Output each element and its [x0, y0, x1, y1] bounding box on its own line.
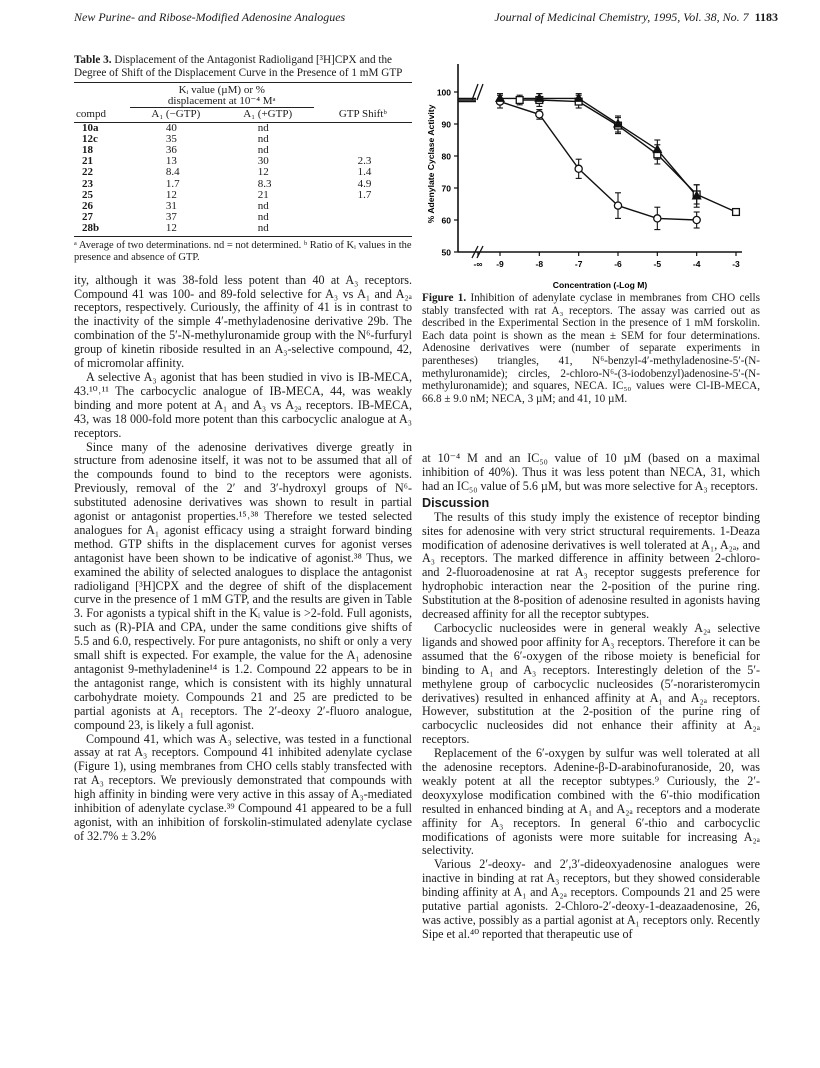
- table3-label: Table 3.: [74, 54, 112, 66]
- data-point-circle: [536, 111, 543, 118]
- paragraph: Compound 41, which was A₃ selective, was tested in a functional assay at rat A₃ receptors. Compound 41 inhibited adenylate cyclase (Figure 1), using membranes from CHO cells stably transfected with rat A₃ receptors. We previously demonstrated that compounds with high affinity in binding were very active in this assay of A₃-mediated inhibition of adenylate cyclase.³⁹ Compound 41 appeared to be a full agonist, with an inhibition of forskolin-stimulated adenylate cyclase of 32.7% ± 3.2%: [74, 731, 412, 843]
- cell-a1-minus: 1.7: [165, 177, 180, 190]
- figure1-caption: [422, 292, 760, 405]
- data-point-square: [516, 97, 523, 104]
- col-header-compd: compd: [74, 108, 130, 122]
- data-point-circle: [614, 202, 621, 209]
- cell-a1-minus: 31: [165, 200, 177, 213]
- cell-a1-minus: 12: [165, 188, 177, 201]
- cell-compd: 28b: [74, 223, 130, 236]
- left-column: [74, 54, 412, 844]
- table3-group-header-2: displacement at 10⁻⁴ Mᵃ: [130, 96, 314, 108]
- y-tick-label: 80: [441, 151, 451, 162]
- data-point-square: [733, 209, 740, 216]
- paragraph: Various 2′-deoxy- and 2′,3′-dideoxyadenosine analogues were inactive in binding at rat A₃ receptors, but they showed considerable binding affinity at A₁ and A₂ₐ receptors. Compounds 21 and 25 were putative partial agonists. 2-Chloro-2′-deoxy-1-deazaadenosine, 26, was active, possibly as a partial agonist at A₁ receptors only. Recently Sipe et al.⁴⁰ reported that therapeutic use of: [422, 857, 760, 941]
- cell-compd: 21: [82, 155, 93, 168]
- table3-caption: [74, 54, 412, 80]
- cell-compd: 27: [82, 211, 93, 224]
- table3-group-header-1: Kᵢ value (µM) or %: [178, 84, 265, 96]
- paragraph: A selective A₃ agonist that has been studied in vivo is IB-MECA, 43.¹⁰˒¹¹ The carbocyclic analogue of IB-MECA, 44, was weakly binding and more potent at A₁ and A₃ vs A₂ₐ receptors. IB-MECA, 43, was 18 000-fold more potent than this carbocyclic analogue at A₃ receptors.: [74, 369, 412, 440]
- col-header-a1-minus-gtp: A₁ (−GTP): [130, 108, 222, 122]
- paragraph: Carbocyclic nucleosides were in general weakly A₂ₐ selective ligands and showed poor affinity for A₃ receptors. Therefore it can be assumed that the 6′-oxygen of the ribose moiety is beneficial for binding to A₁ and A₃ receptors. Interestingly deletion of the 5′-methylene group of carbocyclic nucleosides (5′-noraristeromycin derivatives) resulted in enhanced affinity at A₁ and A₂ₐ receptors. However, substitution at the 2-position of the purine ring of carbocyclic nucleosides did not enhance their affinity at A₂ₐ receptors.: [422, 620, 760, 747]
- cell-shift: 2.3: [357, 155, 372, 168]
- figure1-caption-text: Inhibition of adenylate cyclase in membranes from CHO cells stably transfected with rat A₃ receptors. The assay was carried out as described in the Experimental Section in the presence of 1 mM forskolin. Each data point is shown as the mean ± SEM for four determinations. Adenosine derivatives were (number of separate experiments in parentheses) triangles, 41, N⁶-benzyl-4′-methyladenosine-5′-(N-methyluronamide); circles, 2-chloro-N⁶-(3-iodobenzyl)adenosine-5′-(N-methyluronamide); and squares, NECA. IC₅₀ values were Cl-IB-MECA, 66.8 ± 9.0 nM; NECA, 3 µM; and 41, 10 µM.: [422, 292, 760, 405]
- cell-compd: 12c: [82, 132, 98, 145]
- cell-a1-plus: 8.3: [257, 177, 272, 190]
- cell-a1-minus: 36: [165, 144, 177, 157]
- journal-citation: Journal of Medicinal Chemistry, 1995, Vol. 38, No. 7: [494, 10, 749, 24]
- cell-a1-minus: 37: [165, 211, 177, 224]
- table3-footnote: ᵃ Average of two determinations. nd = not determined. ᵇ Ratio of Kᵢ values in the presence and absence of GTP.: [74, 239, 412, 263]
- cell-a1-minus: 13: [165, 155, 177, 168]
- table-row: [74, 122, 412, 134]
- figure1-chart: [422, 56, 760, 292]
- series-line-square: [520, 100, 736, 212]
- cell-a1-plus: 21: [257, 188, 269, 201]
- cell-compd: 22: [82, 166, 93, 179]
- x-tick-label: -∞: [473, 259, 483, 269]
- cell-shift: [314, 212, 412, 223]
- cell-a1-minus: 8.4: [165, 166, 180, 179]
- table-row: [74, 167, 412, 178]
- data-point-triangle: [653, 145, 661, 153]
- cell-shift: 4.9: [357, 177, 372, 190]
- cell-a1-plus: 30: [257, 155, 269, 168]
- table-row: [74, 212, 412, 223]
- cell-a1-minus: 35: [165, 132, 177, 145]
- running-header-journal: [494, 10, 778, 25]
- cell-compd: 25: [82, 188, 93, 201]
- y-axis-title: % Adenylate Cyclase Activity: [426, 104, 436, 224]
- series-break: [472, 84, 483, 100]
- paragraph: Replacement of the 6′-oxygen by sulfur was well tolerated at all the adenosine receptors. Adenine-β-D-arabinofuranoside, 20, was weakly potent at all the receptor subtypes.⁹ Curiously, the 2′-deoxyxylose modification combined with the 6′-thio modification resulted in enhanced binding at A₁ and A₂ₐ receptors and a moderate affinity for A₃ receptors. In general 6′-thio and carbocyclic modifications of agonists were more suitable for increasing A₂ₐ selectivity.: [422, 746, 760, 858]
- y-tick-label: 90: [441, 119, 451, 130]
- paragraph: Since many of the adenosine derivatives diverge greatly in structure from adenosine itself, it was not to be assumed that all of the compounds found to bind to the receptors were agonists. Previously, removal of the 2′ and 3′-hydroxyl groups of N⁶-substituted adenosine derivatives was shown to result in partial agonist or antagonist properties.¹⁵˒³⁸ Therefore we tested selected analogues for A₁ agonist efficacy using a straight forward binding method. GTP shifts in the displacement curves for agonist verses antagonist have been shown to be indicative of agonist.³⁸ Thus, we examined the ability of selected analogues to displace the antagonist radioligand [³H]CPX and the degree of shift of the displacement curve in the presence of 1 mM GTP, and the results are given in Table 3. For agonists a typical shift in the Kᵢ value is >2-fold. Full agonists, such as (R)-PIA and CPA, under the same conditions give shifts of 5.5 and 6.0, respectively. For pure antagonists, no shift or only a very small shift is expected. For example, the value for the A₁ adenosine antagonist 9-methyladenine¹⁴ is 1.2. Compound 22 appears to be in the antagonist range, which is consistent with its highly unnatural carbohydrate moiety. Compounds 21 and 25 are predicted to be partial agonists at A₁ receptors. The 2′-deoxy 2′-fluoro analogue, compound 23, is likely a full agonist.: [74, 439, 412, 732]
- right-column: [422, 452, 760, 942]
- cell-compd: 10a: [82, 121, 99, 134]
- cell-a1-plus: nd: [222, 223, 314, 236]
- cell-shift: [314, 223, 412, 236]
- y-tick-label: 100: [436, 87, 451, 98]
- table-row: [74, 223, 412, 236]
- x-tick-label: -9: [496, 259, 504, 269]
- cell-a1-minus: 40: [165, 121, 177, 134]
- x-tick-label: -5: [653, 259, 662, 269]
- paragraph: at 10⁻⁴ M and an IC₅₀ value of 10 µM (based on a maximal inhibition of 40%). Thus it was less potent than NECA, 31, which had an IC₅₀ value of 5.6 µM, but was more selective for A₃ receptors.: [422, 451, 760, 493]
- paragraph: ity, although it was 38-fold less potent than 40 at A₃ receptors. Compound 41 was 100- and 89-fold selective for A₃ vs A₁ and A₂ₐ receptors, respectively. Curiously, the affinity of 41 is in contrast to the inactivity of the simple 4′-methyladenosine derivative 29b. The combination of the 5′-N-methyluronamide group with the N⁶-furfuryl group of kinetin riboside resulted in an A₃-selective compound, 42, of micromolar affinity.: [74, 272, 412, 371]
- data-point-circle: [575, 165, 582, 172]
- x-tick-label: -4: [692, 259, 701, 269]
- cell-shift: [314, 201, 412, 212]
- cell-a1-plus: nd: [257, 144, 269, 157]
- table3-caption-text: Displacement of the Antagonist Radioligand [³H]CPX and the Degree of Shift of the Displacement Curve in the Presence of 1 mM GTP: [74, 54, 403, 79]
- figure1-label: Figure 1.: [422, 292, 467, 304]
- cell-shift: 1.7: [357, 188, 372, 201]
- section-heading-discussion: Discussion: [422, 495, 490, 510]
- page-number: 1183: [754, 10, 778, 24]
- table-row: [74, 190, 412, 201]
- cell-a1-minus: 12: [130, 223, 222, 236]
- cell-compd: 26: [82, 200, 93, 213]
- figure1-svg: [422, 56, 760, 292]
- table3: [74, 82, 412, 237]
- x-axis-title: Concentration (-Log M): [552, 280, 648, 290]
- y-tick-label: 70: [441, 183, 451, 194]
- cell-compd: 18: [82, 144, 93, 157]
- y-tick-label: 60: [441, 215, 451, 226]
- data-point-circle: [693, 216, 700, 223]
- col-header-a1-plus-gtp: A₁ (+GTP): [222, 108, 314, 122]
- paragraph: The results of this study imply the existence of receptor binding sites for adenosine with very strict structural requirements. 1-Deaza modification of adenosine derivatives is well tolerated at A₁, A₂ₐ, and A₃ receptors. The marked difference in affinity between 2-chloro- and 2-fluoroadenosine at rat A₃ receptor suggests preference for hydrophobic interaction near the 2-position of the purine ring. Substitution at the 8-position of adenosine resulted in agonists having decreased affinity for all the receptor subtypes.: [422, 509, 760, 622]
- table-row: [74, 134, 412, 145]
- running-header-title: New Purine- and Ribose-Modified Adenosine Analogues: [74, 10, 346, 24]
- cell-shift: [314, 122, 412, 134]
- cell-a1-plus: nd: [257, 132, 269, 145]
- cell-shift: 1.4: [357, 166, 372, 179]
- cell-shift: [314, 134, 412, 145]
- x-tick-label: -3: [732, 259, 740, 269]
- cell-a1-plus: nd: [257, 121, 269, 134]
- col-header-gtp-shift: GTP Shiftᵇ: [314, 108, 412, 122]
- cell-a1-plus: 12: [257, 166, 269, 179]
- x-tick-label: -6: [614, 259, 622, 269]
- x-tick-label: -7: [574, 259, 583, 269]
- cell-a1-plus: nd: [257, 200, 269, 213]
- table-row: [74, 201, 412, 212]
- cell-a1-plus: nd: [257, 211, 269, 224]
- x-tick-label: -8: [535, 259, 544, 269]
- y-tick-label: 50: [441, 247, 451, 258]
- cell-compd: 23: [82, 177, 93, 190]
- data-point-circle: [654, 215, 661, 222]
